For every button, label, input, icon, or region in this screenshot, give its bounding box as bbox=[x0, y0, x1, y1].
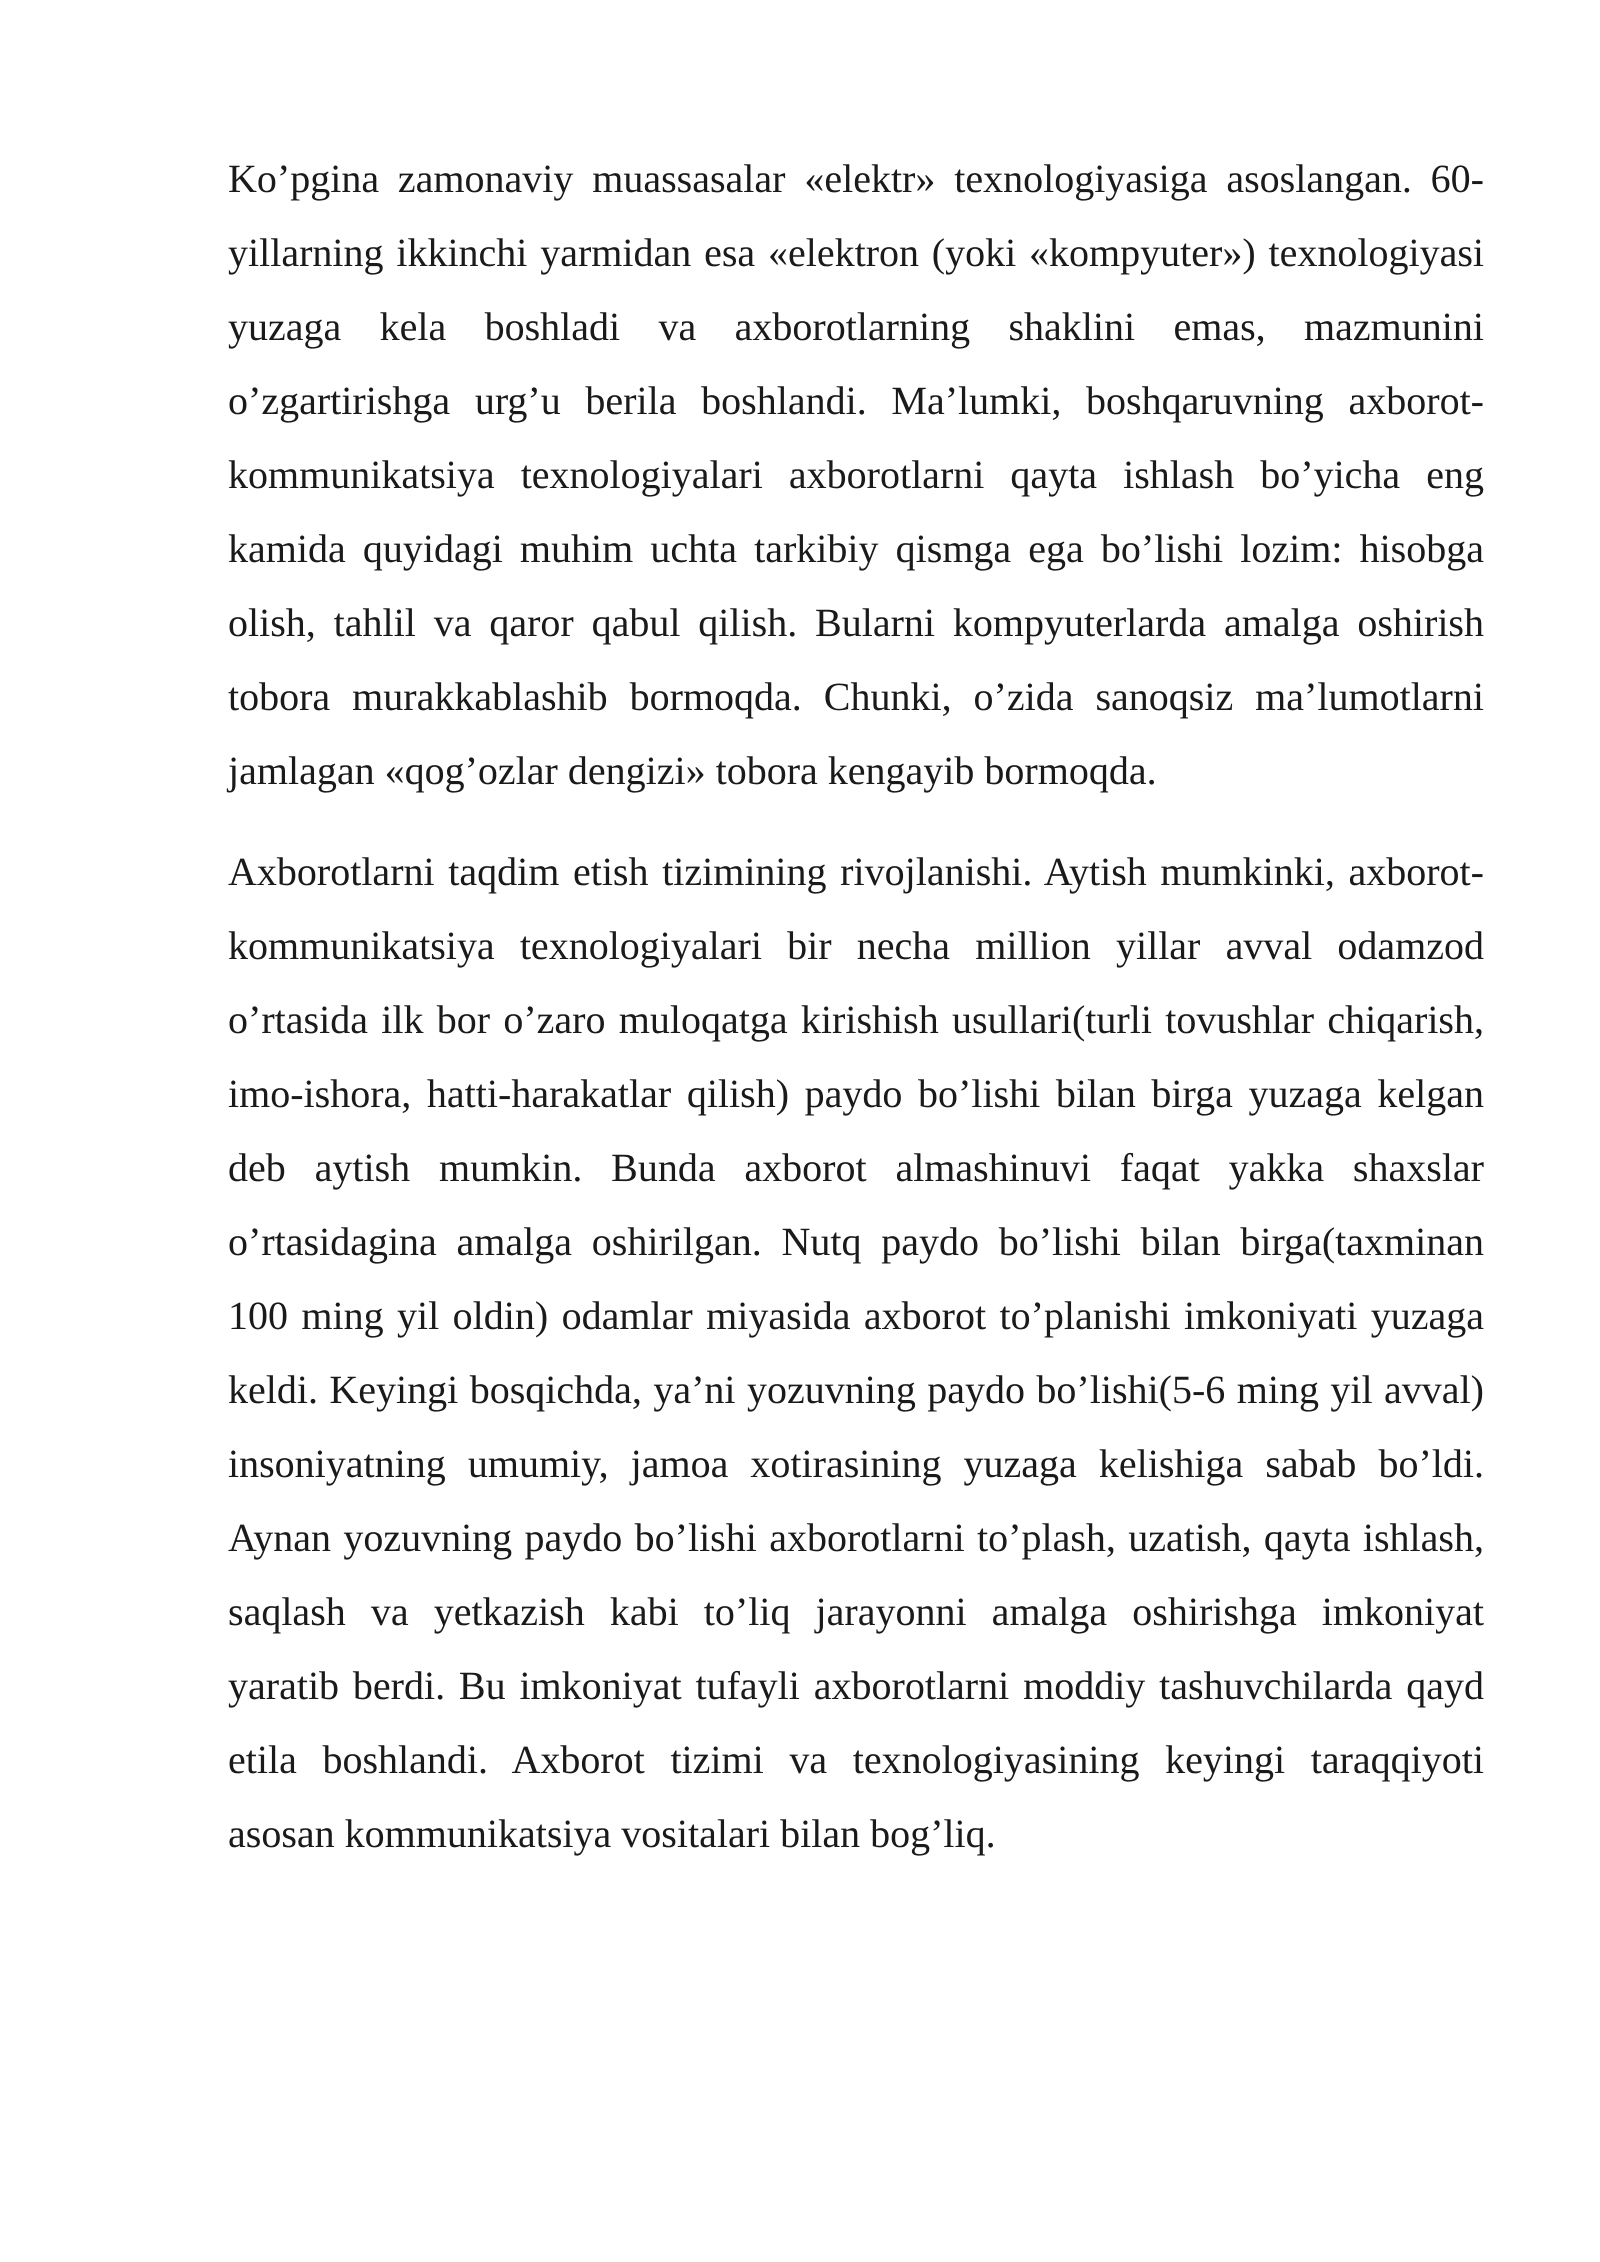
document-body bbox=[228, 142, 1484, 1871]
paragraph-2: Axborotlarni taqdim etish tizimining rivojlanishi. Aytish mumkinki, axborot- kommunikatsiya texnologiyalari bir necha million yillar avval odamzod o’rtasida ilk bor o’zaro muloqatga kirishish usullari(turli tovushlar chiqarish, imo-ishora, hatti-harakatlar qilish) paydo bo’lishi bilan birga yuzaga kelgan deb aytish mumkin. Bunda axborot almashinuvi faqat yakka shaxslar o’rtasidagina amalga oshirilgan. Nutq paydo bo’lishi bilan birga(taxminan 100 ming yil oldin) odamlar miyasida axborot to’planishi imkoniyati yuzaga keldi. Keyingi bosqichda, ya’ni yozuvning paydo bo’lishi(5-6 ming yil avval) insoniyatning umumiy, jamoa xotirasining yuzaga kelishiga sabab bo’ldi. Aynan yozuvning paydo bo’lishi axborotlarni to’plash, uzatish, qayta ishlash, saqlash va yetkazish kabi to’liq jarayonni amalga oshirishga imkoniyat yaratib berdi. Bu imkoniyat tufayli axborotlarni moddiy tashuvchilarda qayd etila boshlandi. Axborot tizimi va texnologiyasining keyingi taraqqiyoti asosan kommunikatsiya vositalari bilan bog’liq. bbox=[228, 849, 1484, 1856]
paragraph-1: Ko’pgina zamonaviy muassasalar «elektr» texnologiyasiga asoslangan. 60-yillarning ikkinchi yarmidan esa «elektron (yoki «kompyuter») texnologiyasi yuzaga kela boshladi va axborotlarning shaklini emas, mazmunini o’zgartirishga urg’u berila boshlandi. Ma’lumki, boshqaruvning axborot-kommunikatsiya texnologiyalari axborotlarni qayta ishlash bo’yicha eng kamida quyidagi muhim uchta tarkibiy qismga ega bo’lishi lozim: hisobga olish, tahlil va qaror qabul qilish. Bularni kompyuterlarda amalga oshirish tobora murakkablashib bormoqda. Chunki, o’zida sanoqsiz ma’lumotlarni jamlagan «qog’ozlar dengizi» tobora kengayib bormoqda. bbox=[228, 156, 1484, 793]
